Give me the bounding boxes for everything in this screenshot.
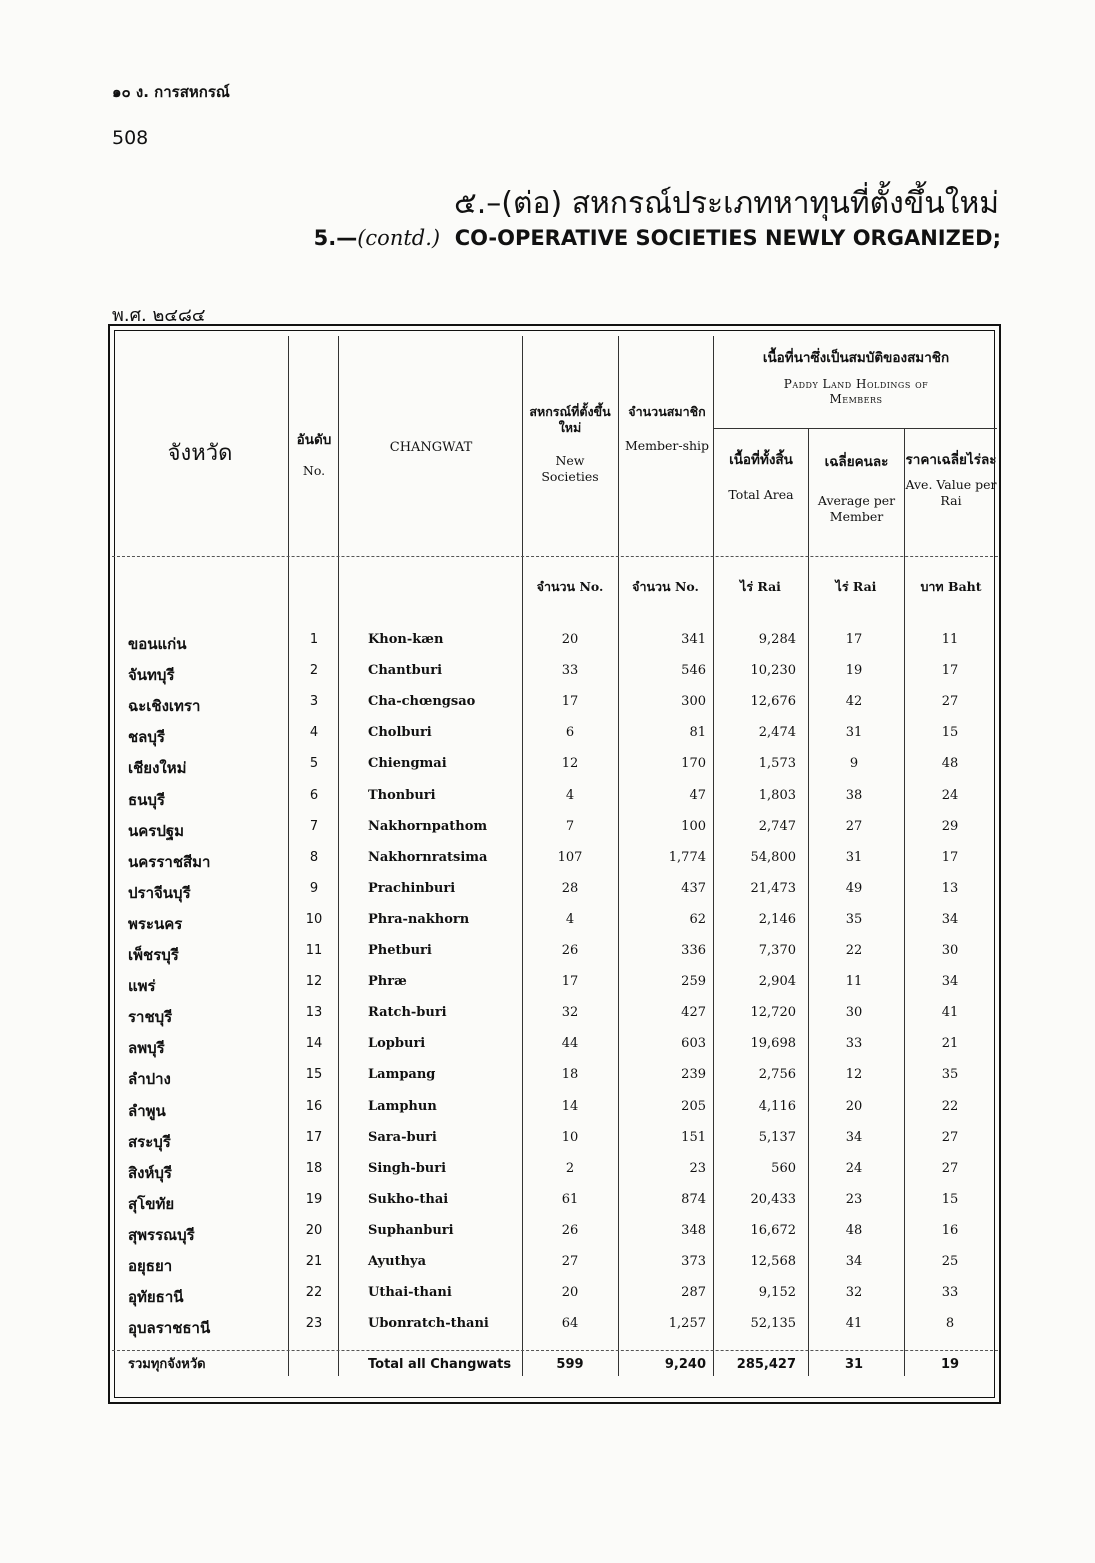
row-thai: ขอนแก่น xyxy=(128,635,187,653)
row-area: 7,370 xyxy=(758,943,796,958)
row-no: 6 xyxy=(309,787,319,803)
row-area: 1,573 xyxy=(758,756,796,772)
unit-societies: จำนวน No. xyxy=(536,579,604,594)
row-area: 21,473 xyxy=(750,880,796,896)
row-thai: ลพบุรี xyxy=(128,1039,165,1058)
row-value: 24 xyxy=(941,787,959,803)
row-thai: นครราชสีมา xyxy=(128,852,211,871)
total-eng: Total all Changwats xyxy=(368,1357,512,1372)
row-area: 12,676 xyxy=(750,694,796,710)
row-no: 13 xyxy=(305,1005,323,1021)
divider xyxy=(112,556,998,557)
col-header-no xyxy=(290,432,338,479)
row-no: 5 xyxy=(309,756,319,772)
year-label: พ.ศ. ๒๔๘๔ xyxy=(112,305,206,326)
avg-thai: เฉลี่ยคนละ xyxy=(824,454,889,470)
table-row xyxy=(112,694,998,725)
row-thai: สุโขทัย xyxy=(128,1194,175,1213)
total-thai: รวมทุกจังหวัด xyxy=(128,1357,206,1372)
row-value: 22 xyxy=(941,1098,959,1114)
row-changwat: Chiengmai xyxy=(368,756,447,772)
row-value: 16 xyxy=(941,1222,959,1238)
row-area: 16,672 xyxy=(750,1222,796,1238)
row-average: 34 xyxy=(845,1254,863,1269)
row-no: 20 xyxy=(305,1222,323,1238)
row-societies: 20 xyxy=(561,1285,579,1301)
row-no: 23 xyxy=(305,1316,323,1332)
row-average: 32 xyxy=(845,1285,863,1301)
row-no: 22 xyxy=(305,1285,323,1301)
row-membership: 874 xyxy=(681,1191,706,1207)
avg-eng: Average per Member xyxy=(817,492,896,524)
row-societies: 27 xyxy=(561,1254,579,1269)
row-changwat: Sukho-thai xyxy=(368,1191,449,1207)
row-area: 12,568 xyxy=(750,1254,796,1269)
row-thai: แพร่ xyxy=(128,977,156,996)
row-changwat: Ratch-buri xyxy=(368,1005,447,1021)
row-area: 2,474 xyxy=(758,725,796,741)
row-societies: 61 xyxy=(561,1191,579,1207)
row-membership: 47 xyxy=(689,787,706,803)
row-membership: 348 xyxy=(681,1222,706,1238)
row-societies: 12 xyxy=(561,756,579,772)
table-row xyxy=(112,663,998,694)
table-row xyxy=(112,1254,998,1285)
row-changwat: Cholburi xyxy=(368,725,432,741)
total-area-thai: เนื้อที่ทั้งสิ้น xyxy=(729,452,793,468)
row-area: 9,152 xyxy=(758,1285,796,1301)
row-average: 20 xyxy=(845,1098,863,1114)
title-contd: (contd.) xyxy=(357,226,441,250)
val-eng: Ave. Value per Rai xyxy=(905,476,997,508)
row-no: 19 xyxy=(305,1191,323,1207)
row-average: 38 xyxy=(845,787,863,803)
row-area: 2,904 xyxy=(758,974,796,990)
row-average: 33 xyxy=(845,1036,863,1052)
row-no: 8 xyxy=(309,849,319,865)
english-title xyxy=(314,226,1001,250)
row-value: 17 xyxy=(941,663,959,679)
divider xyxy=(713,428,997,429)
row-no: 16 xyxy=(305,1098,323,1114)
new-soc-eng: New Societies xyxy=(541,453,599,484)
row-area: 2,756 xyxy=(758,1067,796,1083)
row-average: 48 xyxy=(845,1222,863,1238)
row-average: 17 xyxy=(845,632,863,647)
row-average: 27 xyxy=(845,818,863,834)
table-row xyxy=(112,850,998,881)
row-no: 14 xyxy=(305,1036,323,1052)
row-changwat: Uthai-thani xyxy=(368,1285,452,1301)
table-row xyxy=(112,974,998,1005)
row-area: 10,230 xyxy=(750,663,796,679)
row-value: 30 xyxy=(941,943,959,958)
row-societies: 44 xyxy=(561,1036,579,1052)
table-row xyxy=(112,1316,998,1347)
row-thai: อยุธยา xyxy=(128,1257,173,1275)
col-header-changwat: CHANGWAT xyxy=(389,440,473,455)
col-header-new-societies xyxy=(526,404,614,485)
row-area: 4,116 xyxy=(758,1098,796,1114)
row-average: 22 xyxy=(845,943,863,958)
table-row xyxy=(112,881,998,912)
row-no: 21 xyxy=(305,1254,323,1269)
row-area: 19,698 xyxy=(750,1036,796,1052)
row-thai: สิงห์บุรี xyxy=(128,1163,172,1182)
row-membership: 151 xyxy=(681,1129,706,1145)
row-membership: 170 xyxy=(681,756,706,772)
table-row xyxy=(112,756,998,787)
row-area: 52,135 xyxy=(750,1316,796,1332)
row-thai: เพ็ชรบุรี xyxy=(128,946,179,964)
row-area: 2,146 xyxy=(758,911,796,927)
row-value: 34 xyxy=(941,974,959,990)
row-changwat: Ayuthya xyxy=(368,1254,426,1269)
table-row xyxy=(112,1005,998,1036)
row-thai: ลำปาง xyxy=(128,1070,171,1089)
row-thai: ราชบุรี xyxy=(128,1008,173,1027)
row-societies: 26 xyxy=(561,1222,579,1238)
row-membership: 336 xyxy=(681,943,706,958)
row-changwat: Ubonratch-thani xyxy=(368,1316,489,1332)
row-average: 24 xyxy=(845,1160,863,1176)
row-value: 33 xyxy=(941,1285,959,1301)
row-no: 15 xyxy=(305,1067,323,1083)
row-societies: 6 xyxy=(565,725,575,741)
row-changwat: Thonburi xyxy=(368,787,436,803)
row-no: 11 xyxy=(305,943,323,958)
row-membership: 81 xyxy=(689,725,706,741)
row-value: 15 xyxy=(941,1191,959,1207)
row-value: 27 xyxy=(941,694,959,710)
col-header-thai: จังหวัด xyxy=(167,441,233,466)
row-value: 13 xyxy=(941,880,959,896)
row-average: 49 xyxy=(845,880,863,896)
row-membership: 603 xyxy=(681,1036,706,1052)
row-changwat: Chantburi xyxy=(368,663,443,679)
col-header-paddy xyxy=(716,350,996,407)
row-value: 29 xyxy=(941,818,959,834)
row-area: 20,433 xyxy=(750,1191,796,1207)
series-label: ๑๐ ง. การสหกรณ์ xyxy=(112,83,230,101)
row-thai: เชียงใหม่ xyxy=(128,759,187,778)
row-societies: 14 xyxy=(561,1098,579,1114)
paddy-thai: เนื้อที่นาซึ่งเป็นสมบัติของสมาชิก xyxy=(762,350,950,366)
row-societies: 28 xyxy=(561,880,579,896)
row-average: 35 xyxy=(845,911,863,927)
row-value: 48 xyxy=(941,756,959,772)
row-average: 42 xyxy=(845,694,863,710)
row-societies: 64 xyxy=(561,1316,579,1332)
row-area: 1,803 xyxy=(758,787,796,803)
row-societies: 33 xyxy=(561,663,579,679)
total-row xyxy=(112,1357,998,1388)
new-soc-thai: สหกรณ์ที่ตั้งขึ้นใหม่ xyxy=(529,404,611,435)
row-thai: พระนคร xyxy=(128,914,183,933)
row-membership: 239 xyxy=(681,1067,706,1083)
row-no: 9 xyxy=(309,880,319,896)
row-no: 12 xyxy=(305,974,323,990)
row-average: 23 xyxy=(845,1191,863,1207)
table-row xyxy=(112,1223,998,1254)
table-row xyxy=(112,1130,998,1161)
row-average: 31 xyxy=(845,725,863,741)
row-thai: สุพรรณบุรี xyxy=(128,1225,195,1244)
row-average: 11 xyxy=(845,974,863,990)
title-main: CO-OPERATIVE SOCIETIES NEWLY ORGANIZED; xyxy=(454,226,1001,250)
row-changwat: Lopburi xyxy=(368,1036,426,1052)
row-area: 12,720 xyxy=(750,1005,796,1021)
row-societies: 17 xyxy=(561,974,579,990)
table-row xyxy=(112,1036,998,1067)
row-thai: ฉะเชิงเทรา xyxy=(128,697,201,716)
row-thai: ปราจีนบุรี xyxy=(128,883,191,902)
table-row xyxy=(112,632,998,663)
divider xyxy=(112,1350,998,1351)
row-societies: 107 xyxy=(557,849,583,865)
col-header-average xyxy=(809,454,904,524)
unit-membership: จำนวน No. xyxy=(632,579,699,594)
row-societies: 17 xyxy=(561,694,579,710)
row-changwat: Phræ xyxy=(368,974,407,990)
row-membership: 373 xyxy=(681,1254,706,1269)
row-membership: 259 xyxy=(681,974,706,990)
row-societies: 4 xyxy=(565,787,575,803)
row-value: 25 xyxy=(941,1254,959,1269)
row-thai: อุทัยธานี xyxy=(128,1288,184,1307)
row-thai: สระบุรี xyxy=(128,1132,171,1151)
row-thai: อุบลราชธานี xyxy=(128,1319,211,1338)
row-changwat: Nakhornratsima xyxy=(368,849,488,865)
row-average: 31 xyxy=(845,849,863,865)
row-no: 4 xyxy=(309,725,319,741)
row-membership: 427 xyxy=(681,1005,706,1021)
row-societies: 26 xyxy=(561,943,579,958)
unit-average: ไร่ Rai xyxy=(835,579,877,594)
row-average: 12 xyxy=(845,1067,863,1083)
total-area: 285,427 xyxy=(736,1357,796,1372)
row-average: 19 xyxy=(845,663,863,679)
no-thai: อันดับ xyxy=(296,432,332,448)
unit-area: ไร่ Rai xyxy=(740,579,781,594)
row-membership: 23 xyxy=(689,1160,706,1176)
val-thai: ราคาเฉลี่ยไร่ละ xyxy=(905,452,997,468)
row-societies: 4 xyxy=(565,911,575,927)
row-value: 17 xyxy=(941,849,959,865)
row-membership: 287 xyxy=(681,1285,706,1301)
row-no: 3 xyxy=(309,694,319,710)
row-membership: 100 xyxy=(681,818,706,834)
row-changwat: Suphanburi xyxy=(368,1222,454,1238)
row-value: 35 xyxy=(941,1067,959,1083)
row-value: 8 xyxy=(945,1316,955,1332)
row-changwat: Lampang xyxy=(368,1067,436,1083)
paddy-eng: Paddy Land Holdings of Members xyxy=(783,376,929,406)
row-changwat: Nakhornpathom xyxy=(368,818,488,834)
row-changwat: Prachinburi xyxy=(368,880,456,896)
table-row xyxy=(112,1099,998,1130)
row-membership: 1,774 xyxy=(668,849,706,865)
row-membership: 205 xyxy=(681,1098,706,1114)
row-no: 10 xyxy=(305,911,323,927)
member-thai: จำนวนสมาชิก xyxy=(628,404,706,419)
total-area-eng: Total Area xyxy=(728,486,794,502)
row-value: 15 xyxy=(941,725,959,741)
table-row xyxy=(112,1192,998,1223)
row-no: 17 xyxy=(305,1129,323,1145)
row-membership: 300 xyxy=(681,694,706,710)
row-thai: ธนบุรี xyxy=(128,790,165,809)
row-societies: 20 xyxy=(561,632,579,647)
row-changwat: Phra-nakhorn xyxy=(368,911,470,927)
row-societies: 10 xyxy=(561,1129,579,1145)
table-row xyxy=(112,819,998,850)
col-header-membership xyxy=(622,404,712,453)
row-average: 30 xyxy=(845,1005,863,1021)
row-no: 1 xyxy=(309,632,319,647)
total-societies: 599 xyxy=(556,1357,584,1372)
total-average: 31 xyxy=(844,1357,864,1372)
row-societies: 18 xyxy=(561,1067,579,1083)
row-societies: 2 xyxy=(565,1160,575,1176)
row-value: 21 xyxy=(941,1036,959,1052)
row-membership: 546 xyxy=(681,663,706,679)
row-area: 5,137 xyxy=(758,1129,796,1145)
row-value: 27 xyxy=(941,1129,959,1145)
row-changwat: Khon-kæn xyxy=(368,632,444,647)
title-prefix: 5.— xyxy=(313,226,358,250)
col-header-total-area xyxy=(714,452,808,503)
row-value: 27 xyxy=(941,1160,959,1176)
row-area: 54,800 xyxy=(750,849,796,865)
row-average: 34 xyxy=(845,1129,863,1145)
row-area: 560 xyxy=(771,1160,796,1176)
row-thai: ลำพูน xyxy=(128,1101,166,1120)
row-membership: 341 xyxy=(681,632,706,647)
row-societies: 32 xyxy=(561,1005,579,1021)
row-area: 9,284 xyxy=(758,632,796,647)
row-membership: 62 xyxy=(689,911,706,927)
row-no: 7 xyxy=(309,818,319,834)
row-changwat: Singh-buri xyxy=(368,1160,447,1176)
row-membership: 1,257 xyxy=(668,1316,706,1332)
row-value: 11 xyxy=(941,632,959,647)
row-changwat: Phetburi xyxy=(368,943,432,958)
total-membership: 9,240 xyxy=(664,1357,706,1372)
unit-value: บาท Baht xyxy=(920,579,982,594)
row-no: 18 xyxy=(305,1160,323,1176)
table-row xyxy=(112,912,998,943)
row-value: 34 xyxy=(941,911,959,927)
row-value: 41 xyxy=(941,1005,959,1021)
table-row xyxy=(112,1067,998,1098)
row-changwat: Lamphun xyxy=(368,1098,437,1114)
thai-title: ๕.–(ต่อ) สหกรณ์ประเภทหาทุนที่ตั้งขึ้นใหม่ xyxy=(454,186,999,221)
row-average: 41 xyxy=(845,1316,863,1332)
col-header-ave-value xyxy=(905,452,997,508)
row-average: 9 xyxy=(849,756,859,772)
no-eng: No. xyxy=(302,462,326,478)
table-row xyxy=(112,943,998,974)
row-changwat: Sara-buri xyxy=(368,1129,437,1145)
row-no: 2 xyxy=(309,663,319,679)
row-changwat: Cha-chœngsao xyxy=(368,694,476,710)
total-value: 19 xyxy=(940,1357,960,1372)
row-societies: 7 xyxy=(565,818,575,834)
row-thai: ชลบุรี xyxy=(128,728,165,747)
page-number: 508 xyxy=(112,127,149,149)
row-thai: นครปฐม xyxy=(128,821,185,840)
table-row xyxy=(112,788,998,819)
table-row xyxy=(112,725,998,756)
row-thai: จันทบุรี xyxy=(128,666,175,685)
member-eng: Member-ship xyxy=(624,437,710,453)
table-row xyxy=(112,1161,998,1192)
table-row xyxy=(112,1285,998,1316)
row-membership: 437 xyxy=(681,880,706,896)
row-area: 2,747 xyxy=(758,818,796,834)
